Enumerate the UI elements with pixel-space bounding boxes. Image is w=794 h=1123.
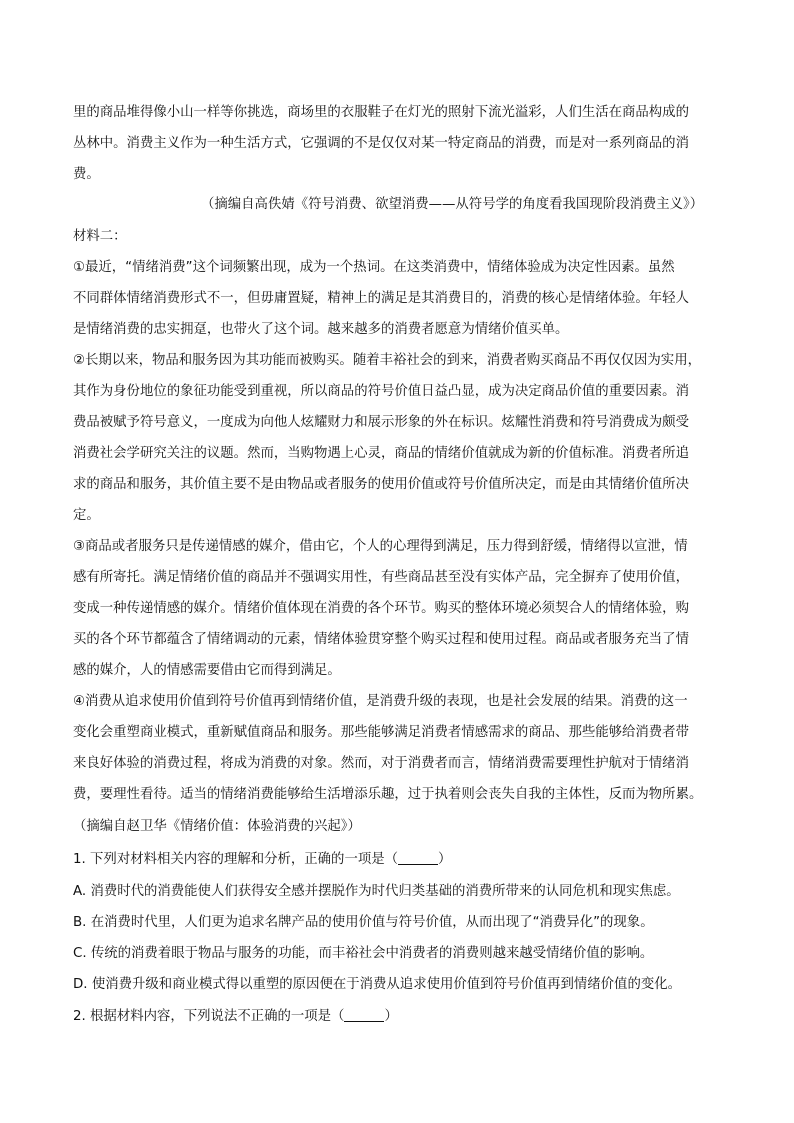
paragraph-3-line-5: 感的媒介，人的情感需要借由它而得到满足。 bbox=[73, 663, 341, 678]
paragraph-3-line-1: ③商品或者服务只是传递情感的媒介，借由它，个人的心理得到满足，压力得到舒缓，情绪得以宣泄，情 bbox=[73, 539, 688, 554]
question-2-stem bbox=[73, 1007, 398, 1027]
paragraph-2-line-3: 费品被赋予符号意义，一度成为向他人炫耀财力和展示形象的外在标识。炫耀性消费和符号消费成为颇受 bbox=[73, 415, 689, 430]
question-1-option-c: C. 传统的消费着眼于物品与服务的功能，而丰裕社会中消费者的消费则越来越受情绪价值的影响。 bbox=[73, 946, 654, 961]
material1-source: （摘编自高佚婧《符号消费、欲望消费——从符号学的角度看我国现阶段消费主义》） bbox=[201, 197, 704, 212]
question-2-answer-blank[interactable] bbox=[344, 1007, 384, 1022]
question-1-option-a: A. 消费时代的消费能使人们获得安全感并摆脱作为时代归类基础的消费所带来的认同危机和现实焦虑。 bbox=[73, 884, 680, 899]
question-1-option-d: D. 使消费升级和商业模式得以重塑的原因便在于消费从追求使用价值到符号价值再到情绪价值的变化。 bbox=[73, 977, 682, 992]
question-1-answer-blank[interactable] bbox=[398, 850, 438, 865]
material2-source: （摘编自赵卫华《情绪价值：体验消费的兴起》） bbox=[73, 819, 361, 834]
material2-heading: 材料二： bbox=[73, 229, 127, 244]
question-2-stem-text: 2. 根据材料内容，下列说法不正确的一项是（ bbox=[73, 1009, 345, 1024]
question-1-option-b: B. 在消费时代里，人们更为追求名牌产品的使用价值与符号价值，从而出现了“消费异化”的现象。 bbox=[73, 915, 654, 930]
paragraph-4-line-2: 变化会重塑商业模式，重新赋值商品和服务。那些能够满足消费者情感需求的商品、那些能够给消费者带 bbox=[73, 725, 689, 740]
question-1-stem-text: 1. 下列对材料相关内容的理解和分析，正确的一项是（ bbox=[73, 852, 399, 867]
paragraph-1-line-2: 不同群体情绪消费形式不一，但毋庸置疑，精神上的满足是其消费目的，消费的核心是情绪体验。年轻人 bbox=[73, 291, 689, 306]
paragraph-3-line-2: 感有所寄托。满足情绪价值的商品并不强调实用性，有些商品甚至没有实体产品，完全摒弃了使用价值， bbox=[73, 570, 689, 585]
paragraph-4-line-3: 来良好体验的消费过程，将成为消费的对象。然而，对于消费者而言，情绪消费需要理性护航对于情绪消 bbox=[73, 756, 689, 771]
material1-line-1: 里的商品堆得像小山一样等你挑选，商场里的衣服鞋子在灯光的照射下流光溢彩，人们生活在商品构成的 bbox=[73, 105, 689, 120]
paragraph-1-line-3: 是情绪消费的忠实拥趸，也带火了这个词。越来越多的消费者愿意为情绪价值买单。 bbox=[73, 322, 569, 337]
paragraph-1-line-1: ①最近，“情绪消费”这个词频繁出现，成为一个热词。在这类消费中，情绪体验成为决定性因素。虽然 bbox=[73, 260, 675, 275]
paragraph-2-line-2: 其作为身份地位的象征功能受到重视，所以商品的符号价值日益凸显，成为决定商品价值的重要因素。消 bbox=[73, 384, 689, 399]
paragraph-2-line-1: ②长期以来，物品和服务因为其功能而被购买。随着丰裕社会的到来，消费者购买商品不再仅仅因为实用， bbox=[73, 353, 701, 368]
paragraph-2-line-6: 定。 bbox=[73, 508, 100, 523]
paragraph-3-line-3: 变成一种传递情感的媒介。情绪价值体现在消费的各个环节。购买的整体环境必须契合人的情绪体验，购 bbox=[73, 601, 689, 616]
material1-line-3: 费。 bbox=[73, 167, 100, 182]
paragraph-2-line-5: 求的商品和服务，其价值主要不是由物品或者服务的使用价值或符号价值所决定，而是由其情绪价值所决 bbox=[73, 477, 689, 492]
paragraph-4-line-4: 费，要理性看待。适当的情绪消费能够给生活增添乐趣，过于执着则会丧失自我的主体性，反而为物所累。 bbox=[73, 787, 703, 802]
material1-line-2: 丛林中。消费主义作为一种生活方式，它强调的不是仅仅对某一特定商品的消费，而是对一系列商品的消 bbox=[73, 136, 689, 151]
paragraph-4-line-1: ④消费从追求使用价值到符号价值再到情绪价值，是消费升级的表现，也是社会发展的结果。消费的这一 bbox=[73, 694, 688, 709]
question-2-stem-close: ） bbox=[384, 1009, 398, 1024]
paragraph-3-line-4: 买的各个环节都蕴含了情绪调动的元素，情绪体验贯穿整个购买过程和使用过程。商品或者服务充当了情 bbox=[73, 632, 689, 647]
question-1-stem bbox=[73, 850, 451, 870]
paragraph-2-line-4: 消费社会学研究关注的议题。然而，当购物遇上心灵，商品的情绪价值就成为新的价值标准。消费者所追 bbox=[73, 446, 689, 461]
question-1-stem-close: ） bbox=[438, 852, 452, 867]
